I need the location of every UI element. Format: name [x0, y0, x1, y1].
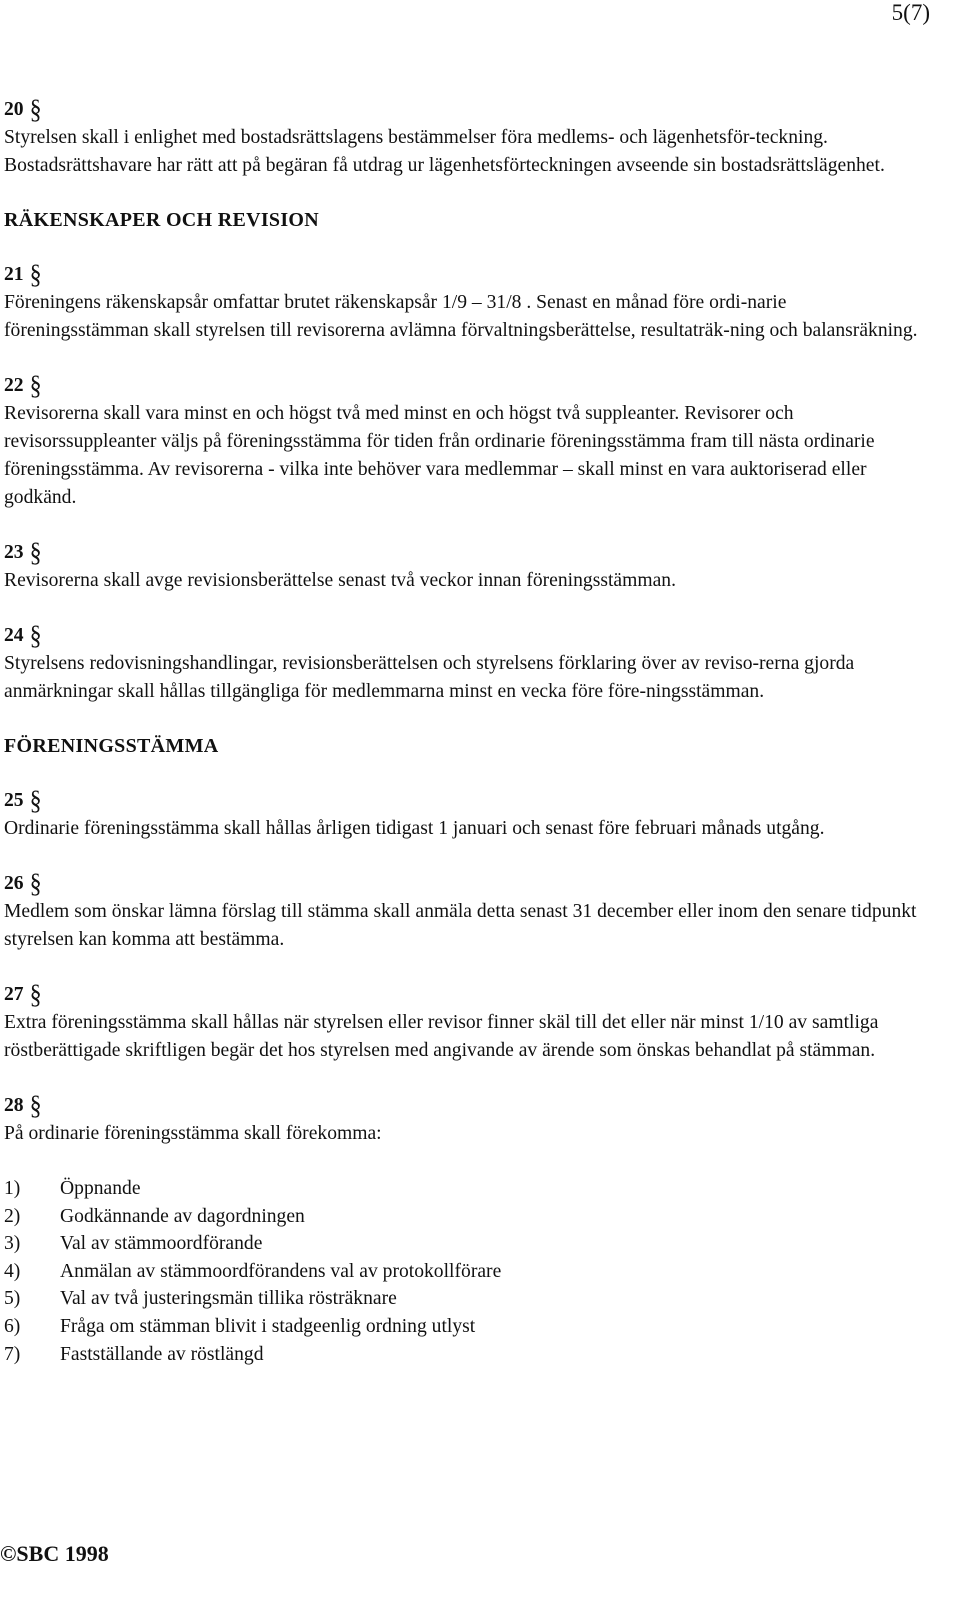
list-item-text: Val av två justeringsmän tillika rösträknare [60, 1288, 397, 1310]
section-text: Styrelsen skall i enlighet med bostadsrättslagens bestämmelser föra medlems- och lägenhetsför-teckning. Bostadsrättshavare har rätt att på begäran få utdrag ur lägenhetsförteckningen avseende sin bostadsrättslägenhet. [4, 127, 885, 176]
list-item-text: Fråga om stämman blivit i stadgeenlig ordning utlyst [60, 1315, 476, 1337]
section-header [4, 870, 934, 898]
list-item-number: 5) [4, 1288, 21, 1310]
section-21 [4, 261, 934, 345]
section-symbol: § [29, 786, 42, 816]
section-number: 28 [4, 1095, 24, 1116]
section-symbol: § [29, 260, 42, 290]
agenda-list [4, 1175, 934, 1368]
heading-foreningsstamma: FÖRENINGSSTÄMMA [4, 735, 219, 757]
document-body [4, 96, 934, 1368]
section-number: 20 [4, 99, 24, 120]
section-header [4, 96, 934, 124]
section-text: På ordinarie föreningsstämma skall förekomma: [4, 1123, 382, 1144]
section-text: Ordinarie föreningsstämma skall hållas årligen tidigast 1 januari och senast före februari månads utgång. [4, 818, 825, 839]
section-symbol: § [29, 1091, 42, 1121]
list-item [4, 1341, 934, 1369]
section-27 [4, 981, 934, 1065]
section-25 [4, 787, 934, 843]
list-item-text: Fastställande av röstlängd [60, 1343, 264, 1365]
section-symbol: § [29, 538, 42, 568]
list-item [4, 1175, 934, 1203]
list-item-number: 6) [4, 1315, 21, 1337]
list-item [4, 1230, 934, 1258]
section-symbol: § [29, 95, 42, 125]
list-item-number: 7) [4, 1343, 21, 1365]
section-number: 21 [4, 264, 24, 285]
section-number: 24 [4, 625, 24, 646]
section-header [4, 787, 934, 815]
section-header [4, 981, 934, 1009]
section-28 [4, 1092, 934, 1148]
section-number: 25 [4, 790, 24, 811]
list-item-text: Godkännande av dagordningen [60, 1205, 305, 1227]
section-text: Revisorerna skall avge revisionsberättelse senast två veckor innan föreningsstämman. [4, 570, 676, 591]
section-26 [4, 870, 934, 954]
section-text: Medlem som önskar lämna förslag till stämma skall anmäla detta senast 31 december eller inom den senare tidpunkt styrelsen kan komma att bestämma. [4, 901, 917, 950]
list-item [4, 1258, 934, 1286]
section-24 [4, 622, 934, 706]
list-item-number: 1) [4, 1178, 21, 1199]
list-item-number: 3) [4, 1233, 21, 1255]
list-item-text: Anmälan av stämmoordförandens val av protokollförare [60, 1260, 502, 1282]
list-item [4, 1285, 934, 1313]
list-item-text: Öppnande [60, 1178, 141, 1199]
section-symbol: § [29, 371, 42, 401]
section-number: 27 [4, 984, 24, 1005]
heading-rakenskaper: RÄKENSKAPER OCH REVISION [4, 209, 320, 231]
section-20 [4, 96, 934, 180]
list-item-text: Val av stämmoordförande [60, 1233, 263, 1255]
section-number: 23 [4, 542, 24, 563]
section-text: Styrelsens redovisningshandlingar, revisionsberättelsen och styrelsens förklaring över av reviso-rerna gjorda anmärkningar skall hållas tillgängliga för medlemmarna minst en vecka före före-ningsstämman. [4, 653, 855, 702]
section-22 [4, 372, 934, 512]
section-header [4, 1092, 934, 1120]
copyright-footer: ©SBC 1998 [0, 1541, 109, 1566]
section-symbol: § [29, 869, 42, 899]
list-item-number: 2) [4, 1205, 21, 1227]
section-text: Extra föreningsstämma skall hållas när styrelsen eller revisor finner skäl till det eller när minst 1/10 av samtliga röstberättigade skriftligen begär det hos styrelsen med angivande av ärende som önskas behandlat på stämman. [4, 1012, 879, 1061]
section-symbol: § [29, 621, 42, 651]
list-item-number: 4) [4, 1260, 21, 1282]
list-item [4, 1313, 934, 1341]
page-number: 5(7) [891, 0, 930, 25]
section-number: 22 [4, 375, 24, 396]
section-text: Föreningens räkenskapsår omfattar brutet räkenskapsår 1/9 – 31/8 . Senast en månad före ordi-narie föreningsstämman skall styrelsen till revisorerna avlämna förvaltningsberättelse, resultaträk-ning och balansräkning. [4, 292, 918, 341]
section-number: 26 [4, 873, 24, 894]
section-text: Revisorerna skall vara minst en och högst två med minst en och högst två suppleanter. Revisorer och revisorssuppleanter väljs på föreningsstämma för tiden från ordinarie föreningsstämma fram till nästa ordinarie föreningsstämma. Av revisorerna - vilka inte behöver vara medlemmar – skall minst en vara auktoriserad eller godkänd. [4, 403, 875, 508]
list-item [4, 1203, 934, 1231]
section-23 [4, 539, 934, 595]
section-header [4, 622, 934, 650]
section-header [4, 539, 934, 567]
section-header [4, 372, 934, 400]
section-symbol: § [29, 980, 42, 1010]
section-header [4, 261, 934, 289]
